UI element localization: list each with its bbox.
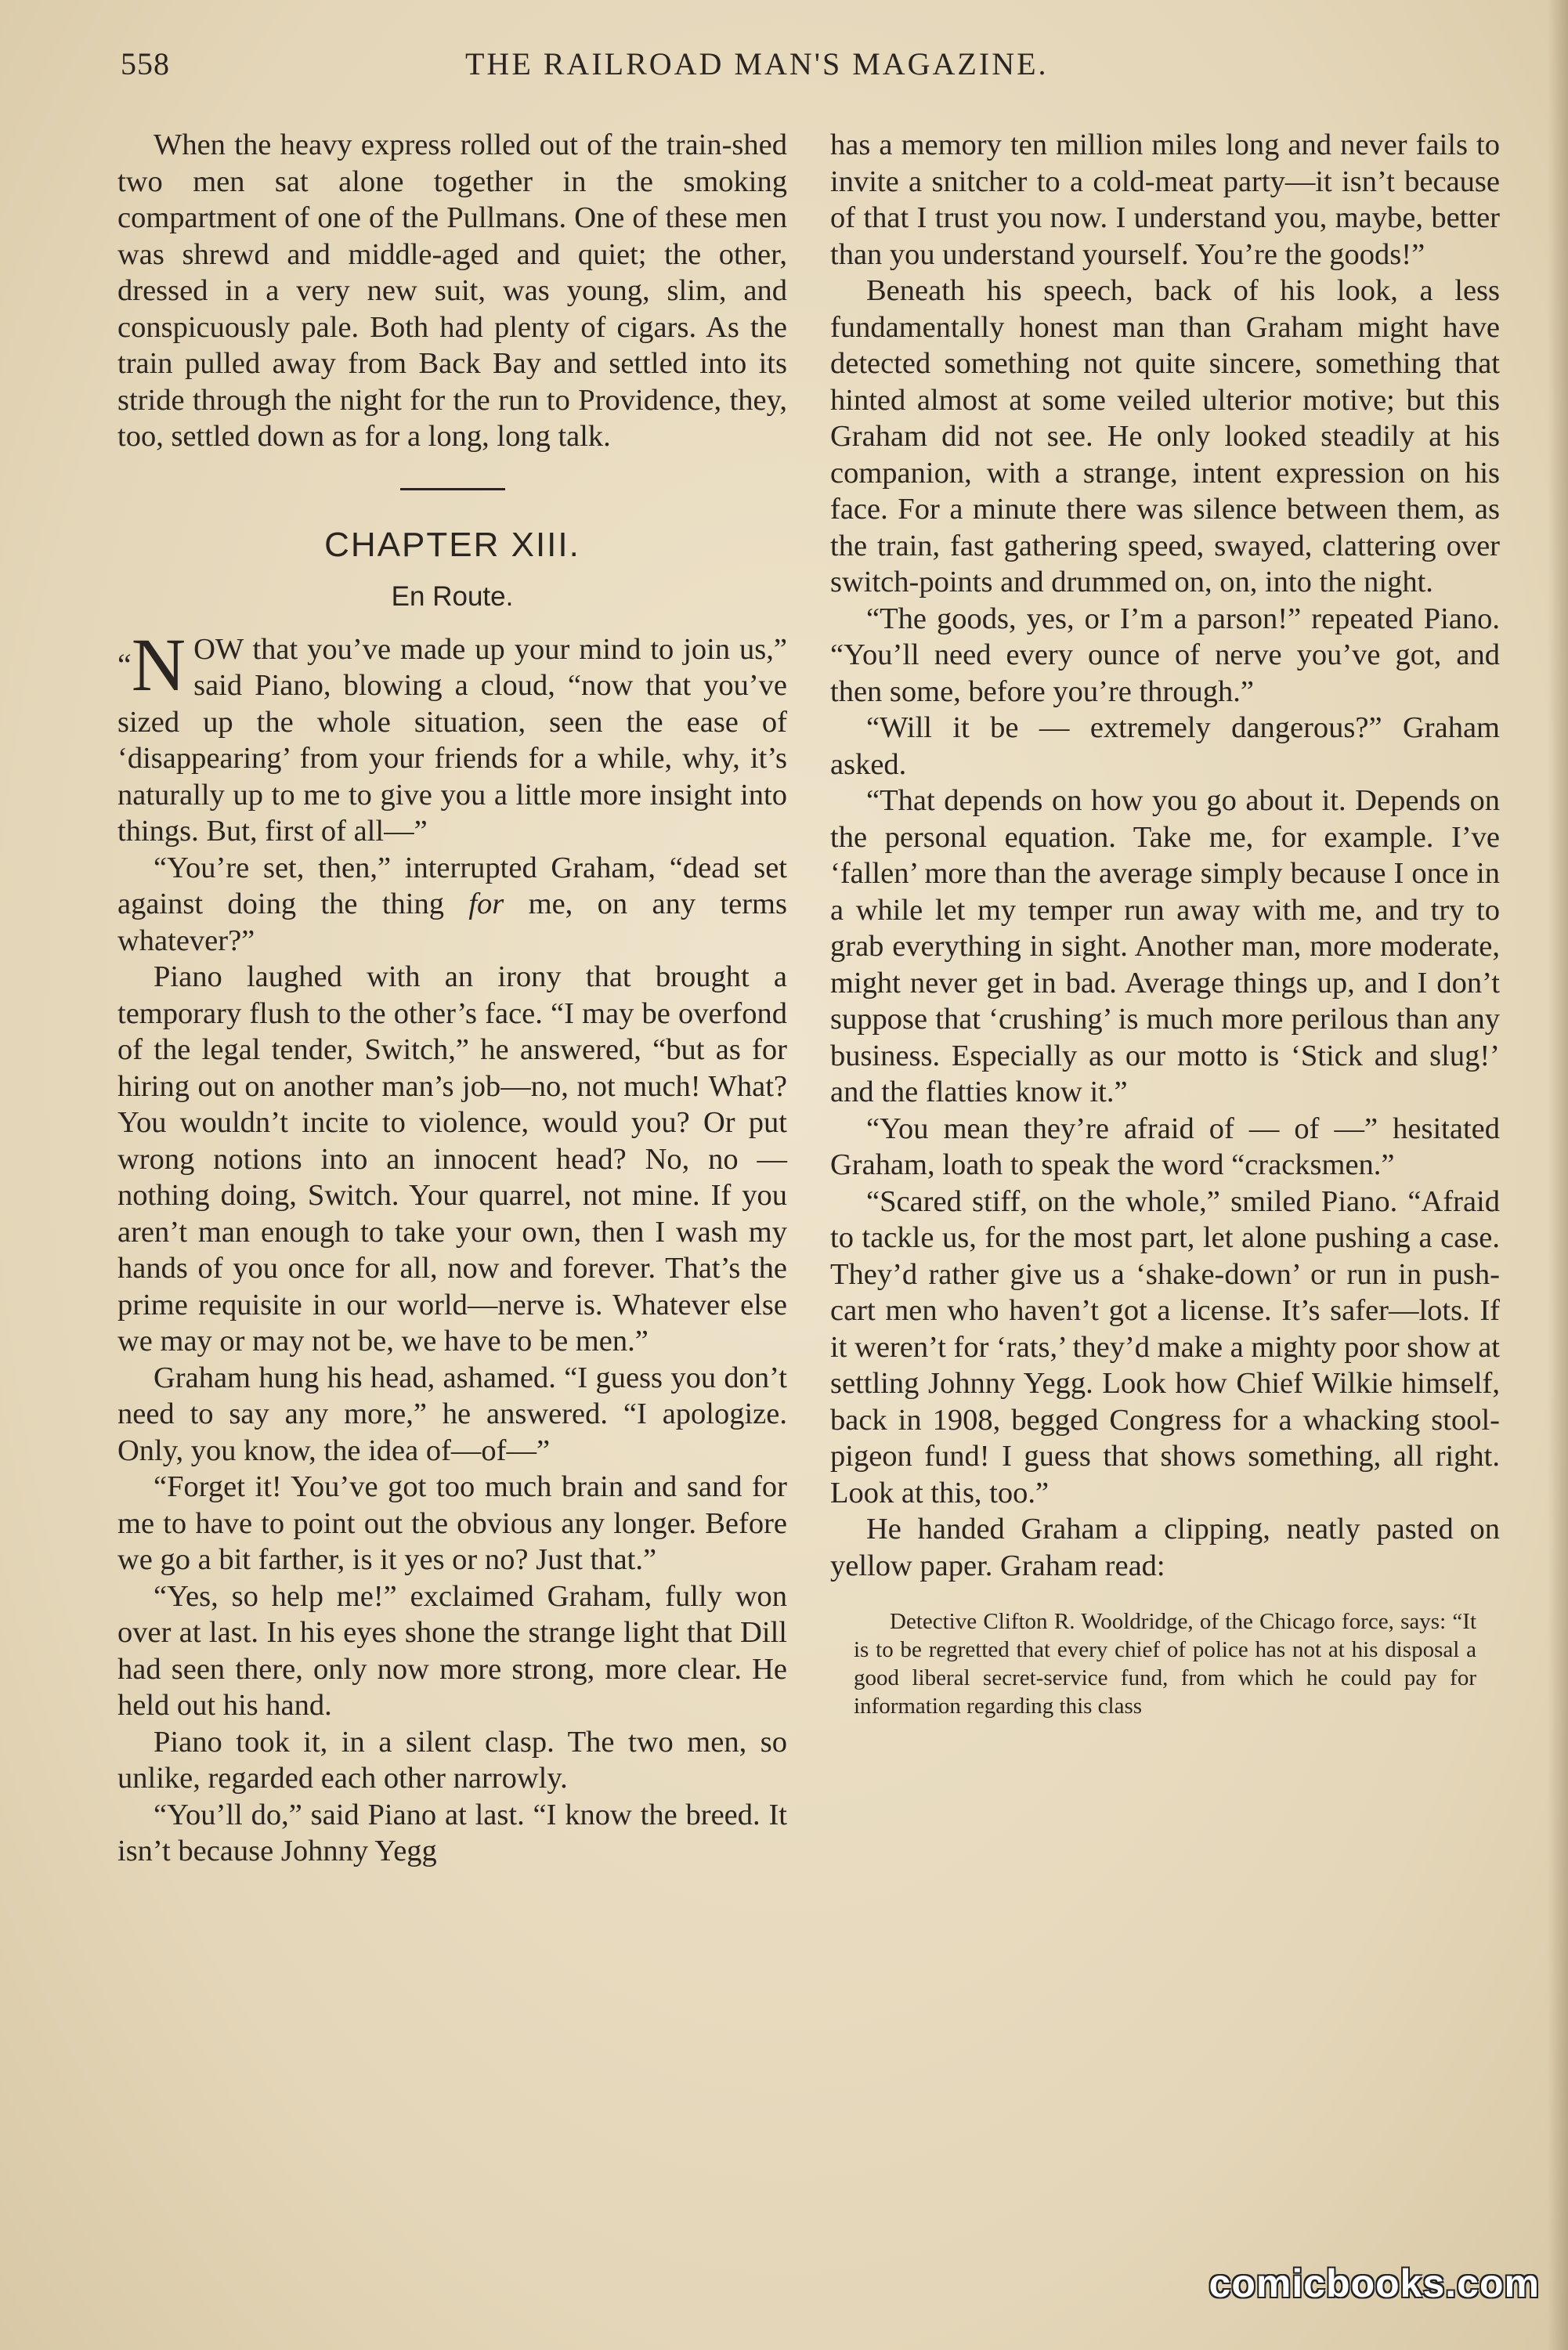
newspaper-clipping (854, 1607, 1476, 1720)
opening-text: OW that you’ve made up your mind to join us,” said Piano, blowing a cloud, “now that you’ve sized up the whole situation, seen the ease of ‘disappearing’ from your friends for a while, why, it’s naturally up to me to give you a little more insight into things. But, first of all—” (117, 632, 787, 848)
paragraph: “Forget it! You’ve got too much brain and sand for me to have to point out the obvious any longer. Before we go a bit farther, is it yes or no? Just that.” (117, 1470, 787, 1576)
paragraph-text: “You’re set, then,” interrupted Graham, “dead set against doing the thing (117, 851, 787, 920)
paragraph: Graham hung his head, ashamed. “I guess you don’t need to say any more,” he answered. “I apologize. Only, you know, the idea of—of—” (117, 1361, 787, 1467)
chapter-title: CHAPTER XIII. (324, 525, 580, 564)
drop-cap-quote: “ (117, 646, 132, 682)
paragraph: “Scared stiff, on the whole,” smiled Piano. “Afraid to tackle us, for the most part, let alone pushing a case. They’d rather give us a ‘shake-down’ or run in push-cart men who haven’t got a license. It’s safer—lots. If it weren’t for ‘rats,’ they’d make a mighty poor show at settling Johnny Yegg. Look how Chief Wilkie himself, back in 1908, begged Congress for a whacking stool-pigeon fund! I guess that shows something, all right. Look at this, too.” (830, 1184, 1500, 1509)
paragraph: Piano took it, in a silent clasp. The two men, so unlike, regarded each other narrowly. (117, 1725, 787, 1795)
page-number: 558 (121, 46, 170, 81)
chapter-opening-paragraph (117, 622, 787, 850)
paragraph: “Yes, so help me!” exclaimed Graham, fully won over at last. In his eyes shone the strange light that Dill had seen there, only now more strong, more clear. He held out his hand. (117, 1579, 787, 1722)
intro-paragraph: When the heavy express rolled out of the train-shed two men sat alone together in the smoking compartment of one of the Pullmans. One of these men was shrewd and middle-aged and quiet; the other, dressed in a very new suit, was young, slim, and conspicuously pale. Both had plenty of cigars. As the train pulled away from Back Bay and settled into its stride through the night for the run to Providence, they, too, settled down as for a long, long talk. (117, 128, 787, 453)
chapter-subtitle: En Route. (391, 580, 514, 612)
left-column (117, 127, 787, 1870)
paragraph: Piano laughed with an irony that brought a temporary flush to the other’s face. “I may be overfond of the legal tender, Switch,” he answered, “but as for hiring out on another man’s job—no, not much! What? You wouldn’t incite to violence, would you? Or put wrong notions into an innocent head? No, no — nothing doing, Switch. Your quarrel, not mine. If you aren’t man enough to take your own, then I wash my hands of you once for all, now and forever. That’s the prime requisite in our world—nerve is. Whatever else we may or may not be, we have to be men.” (117, 960, 787, 1358)
paragraph: “The goods, yes, or I’m a parson!” repeated Piano. “You’ll need every ounce of nerve you’ve got, and then some, before you’re through.” (830, 602, 1500, 708)
drop-cap (117, 622, 186, 707)
paragraph: Beneath his speech, back of his look, a less fundamentally honest man than Graham might have detected something not quite sincere, something that hinted almost at some veiled ulterior motive; but this Graham did not see. He only looked steadily at his companion, with a strange, intent expression on his face. For a minute there was silence between them, as the train, fast gathering speed, swayed, clattering over switch-points and drummed on, on, into the night. (830, 274, 1500, 598)
section-divider (400, 488, 505, 490)
paragraph (117, 850, 787, 960)
paragraph: He handed Graham a clipping, neatly pasted on yellow paper. Graham read: (830, 1513, 1500, 1582)
paragraph: “That depends on how you go about it. Depends on the personal equation. Take me, for example. I’ve ‘fallen’ more than the average simply because I once in a while let my temper run away with me, and try to grab everything in sight. Another man, more moderate, might never get in bad. Average things up, and I don’t suppose that ‘crushing’ is much more perilous than any business. Especially as our motto is ‘Stick and slug!’ and the flatties know it.” (830, 784, 1500, 1108)
right-column (830, 127, 1500, 1720)
paragraph-text: me, on any terms whatever?” (117, 888, 787, 957)
drop-cap-letter: N (131, 622, 186, 707)
page-edge-shadow (1548, 0, 1568, 2350)
emphasis-text: for (468, 888, 504, 920)
page-header (121, 45, 1499, 92)
paragraph: “You’ll do,” said Piano at last. “I know the breed. It isn’t because Johnny Yegg (117, 1798, 787, 1867)
running-title: THE RAILROAD MAN'S MAGAZINE. (465, 46, 1049, 81)
clipping-text: Detective Clifton R. Wooldridge, of the Chicago force, says: “It is to be regretted that every chief of police has not at his disposal a good liberal secret-service fund, from which he could pay for information regarding this class (854, 1609, 1476, 1719)
paragraph: has a memory ten million miles long and never fails to invite a snitcher to a cold-meat party—it isn’t because of that I trust you now. I understand you, maybe, better than you understand yourself. You’re the goods!” (830, 128, 1500, 271)
paragraph: “Will it be — extremely dangerous?” Graham asked. (830, 711, 1500, 781)
watermark: comicbooks.com (1209, 2261, 1540, 2305)
paragraph: “You mean they’re afraid of — of —” hesitated Graham, loath to speak the word “cracksmen.” (830, 1112, 1500, 1181)
